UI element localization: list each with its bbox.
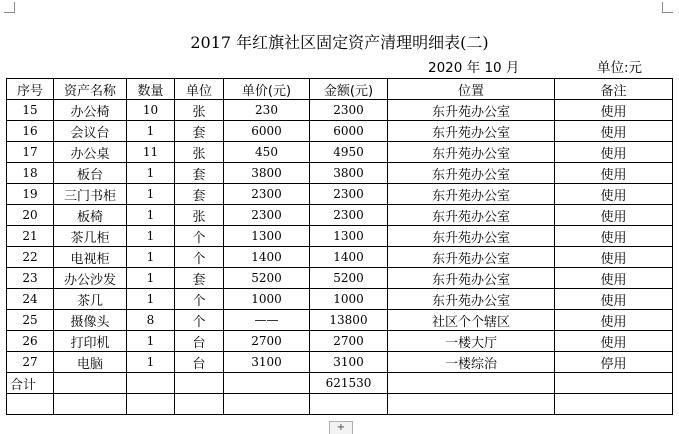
table-cell <box>388 394 555 415</box>
table-cell: 1 <box>127 121 175 142</box>
table-cell: 4950 <box>310 142 388 163</box>
table-cell: 10 <box>127 100 175 121</box>
table-cell: 套 <box>175 184 224 205</box>
table-cell: 个 <box>175 289 224 310</box>
table-cell: 1 <box>127 289 175 310</box>
table-cell: 2300 <box>310 205 388 226</box>
table-cell: 5200 <box>224 268 310 289</box>
add-sheet-button[interactable]: + <box>329 421 353 434</box>
table-cell: 6000 <box>310 121 388 142</box>
table-cell: 1 <box>127 205 175 226</box>
table-cell: 个 <box>175 247 224 268</box>
table-cell: 台 <box>175 331 224 352</box>
table-cell: 1 <box>127 163 175 184</box>
table-cell: 1000 <box>224 289 310 310</box>
table-cell: 使用 <box>555 184 673 205</box>
table-row <box>7 184 673 205</box>
table-cell: 使用 <box>555 247 673 268</box>
header-cell: 单价(元) <box>224 79 310 100</box>
crop-mark-top-left <box>4 2 15 13</box>
table-cell: 电脑 <box>54 352 127 373</box>
table-row <box>7 142 673 163</box>
table-cell: 办公桌 <box>54 142 127 163</box>
table-cell <box>224 373 310 394</box>
table-cell: 2300 <box>224 205 310 226</box>
table-cell: 使用 <box>555 289 673 310</box>
table-cell: 摄像头 <box>54 310 127 331</box>
header-cell: 金额(元) <box>310 79 388 100</box>
total-amount: 621530 <box>310 373 388 394</box>
table-cell: 张 <box>175 205 224 226</box>
table-cell: 18 <box>7 163 54 184</box>
total-label: 合计 <box>7 373 54 394</box>
total-row <box>7 373 673 394</box>
blank-row <box>7 394 673 415</box>
table-cell: 板椅 <box>54 205 127 226</box>
table-cell: 1400 <box>224 247 310 268</box>
table-cell: 东升苑办公室 <box>388 184 555 205</box>
table-cell: 3100 <box>224 352 310 373</box>
table-cell: 1 <box>127 247 175 268</box>
table-cell: 2300 <box>224 184 310 205</box>
table-cell <box>54 373 127 394</box>
table-row <box>7 331 673 352</box>
table-cell <box>54 394 127 415</box>
table-cell: 东升苑办公室 <box>388 100 555 121</box>
table-cell: 1 <box>127 268 175 289</box>
table-cell <box>555 394 673 415</box>
table-cell: 东升苑办公室 <box>388 247 555 268</box>
table-cell <box>175 394 224 415</box>
table-cell: 台 <box>175 352 224 373</box>
table-cell: 套 <box>175 163 224 184</box>
header-row <box>7 79 673 100</box>
table-cell: 3800 <box>224 163 310 184</box>
table-cell <box>555 373 673 394</box>
table-cell: 2300 <box>310 184 388 205</box>
table-cell: 6000 <box>224 121 310 142</box>
table-cell: 1 <box>127 352 175 373</box>
header-cell: 备注 <box>555 79 673 100</box>
table-row <box>7 226 673 247</box>
table-cell: 电视柜 <box>54 247 127 268</box>
table-cell: 使用 <box>555 142 673 163</box>
table-cell: 230 <box>224 100 310 121</box>
table-cell: 22 <box>7 247 54 268</box>
table-cell: 办公椅 <box>54 100 127 121</box>
table-cell: 套 <box>175 121 224 142</box>
table-cell: 25 <box>7 310 54 331</box>
table-cell: 20 <box>7 205 54 226</box>
asset-table <box>6 78 673 415</box>
table-cell: 5200 <box>310 268 388 289</box>
table-cell: 23 <box>7 268 54 289</box>
table-cell: 使用 <box>555 331 673 352</box>
table-cell: 个 <box>175 310 224 331</box>
table-cell: 17 <box>7 142 54 163</box>
table-cell: 茶几柜 <box>54 226 127 247</box>
page-title: 2017 年红旗社区固定资产清理明细表(二) <box>190 33 489 52</box>
report-date: 2020 年 10 月 <box>428 60 520 76</box>
header-cell: 资产名称 <box>54 79 127 100</box>
table-cell: 个 <box>175 226 224 247</box>
table-cell: 3100 <box>310 352 388 373</box>
table-cell: 8 <box>127 310 175 331</box>
table-cell: 使用 <box>555 226 673 247</box>
table-row <box>7 268 673 289</box>
table-cell: 东升苑办公室 <box>388 289 555 310</box>
table-cell: 东升苑办公室 <box>388 163 555 184</box>
table-cell: 张 <box>175 142 224 163</box>
table-row <box>7 121 673 142</box>
table-cell: 1000 <box>310 289 388 310</box>
table-cell: 使用 <box>555 205 673 226</box>
table-cell: 张 <box>175 100 224 121</box>
table-row <box>7 352 673 373</box>
table-cell: 东升苑办公室 <box>388 121 555 142</box>
table-cell: 11 <box>127 142 175 163</box>
table-cell: 450 <box>224 142 310 163</box>
table-cell: 使用 <box>555 163 673 184</box>
table-cell: 会议台 <box>54 121 127 142</box>
table-cell: 16 <box>7 121 54 142</box>
table-cell: 打印机 <box>54 331 127 352</box>
table-cell: 使用 <box>555 121 673 142</box>
table-cell: 三门书柜 <box>54 184 127 205</box>
table-row <box>7 289 673 310</box>
table-cell: 一楼大厅 <box>388 331 555 352</box>
table-row <box>7 100 673 121</box>
header-cell: 数量 <box>127 79 175 100</box>
table-cell: 东升苑办公室 <box>388 205 555 226</box>
table-cell: 1 <box>127 184 175 205</box>
table-cell: 东升苑办公室 <box>388 226 555 247</box>
table-cell <box>127 373 175 394</box>
table-cell: 使用 <box>555 268 673 289</box>
table-cell: 办公沙发 <box>54 268 127 289</box>
table-cell <box>224 394 310 415</box>
table-cell <box>7 394 54 415</box>
table-cell: 26 <box>7 331 54 352</box>
table-cell: 东升苑办公室 <box>388 268 555 289</box>
table-row <box>7 247 673 268</box>
table-cell: 27 <box>7 352 54 373</box>
table-cell: 2700 <box>310 331 388 352</box>
header-cell: 位置 <box>388 79 555 100</box>
table-row <box>7 205 673 226</box>
table-cell: 东升苑办公室 <box>388 142 555 163</box>
table-cell <box>127 394 175 415</box>
table-cell: 1400 <box>310 247 388 268</box>
table-cell: 1300 <box>310 226 388 247</box>
table-cell: 套 <box>175 268 224 289</box>
table-row <box>7 310 673 331</box>
table-cell: 1 <box>127 226 175 247</box>
table-cell: 19 <box>7 184 54 205</box>
table-cell: 使用 <box>555 310 673 331</box>
table-cell: 15 <box>7 100 54 121</box>
header-cell: 序号 <box>7 79 54 100</box>
table-cell: 使用 <box>555 100 673 121</box>
table-cell: 2300 <box>310 100 388 121</box>
table-cell: —— <box>224 310 310 331</box>
table-cell: 板台 <box>54 163 127 184</box>
table-cell <box>175 373 224 394</box>
table-cell: 24 <box>7 289 54 310</box>
currency-unit: 单位:元 <box>597 60 643 76</box>
table-cell: 13800 <box>310 310 388 331</box>
table-cell: 茶几 <box>54 289 127 310</box>
table-cell: 21 <box>7 226 54 247</box>
table-cell: 1300 <box>224 226 310 247</box>
table-cell <box>388 373 555 394</box>
table-cell: 3800 <box>310 163 388 184</box>
table-row <box>7 163 673 184</box>
table-cell: 停用 <box>555 352 673 373</box>
crop-mark-top-right <box>662 2 673 13</box>
header-cell: 单位 <box>175 79 224 100</box>
table-cell <box>310 394 388 415</box>
table-cell: 2700 <box>224 331 310 352</box>
table-cell: 1 <box>127 331 175 352</box>
table-cell: 一楼综治 <box>388 352 555 373</box>
table-cell: 社区个个辖区 <box>388 310 555 331</box>
